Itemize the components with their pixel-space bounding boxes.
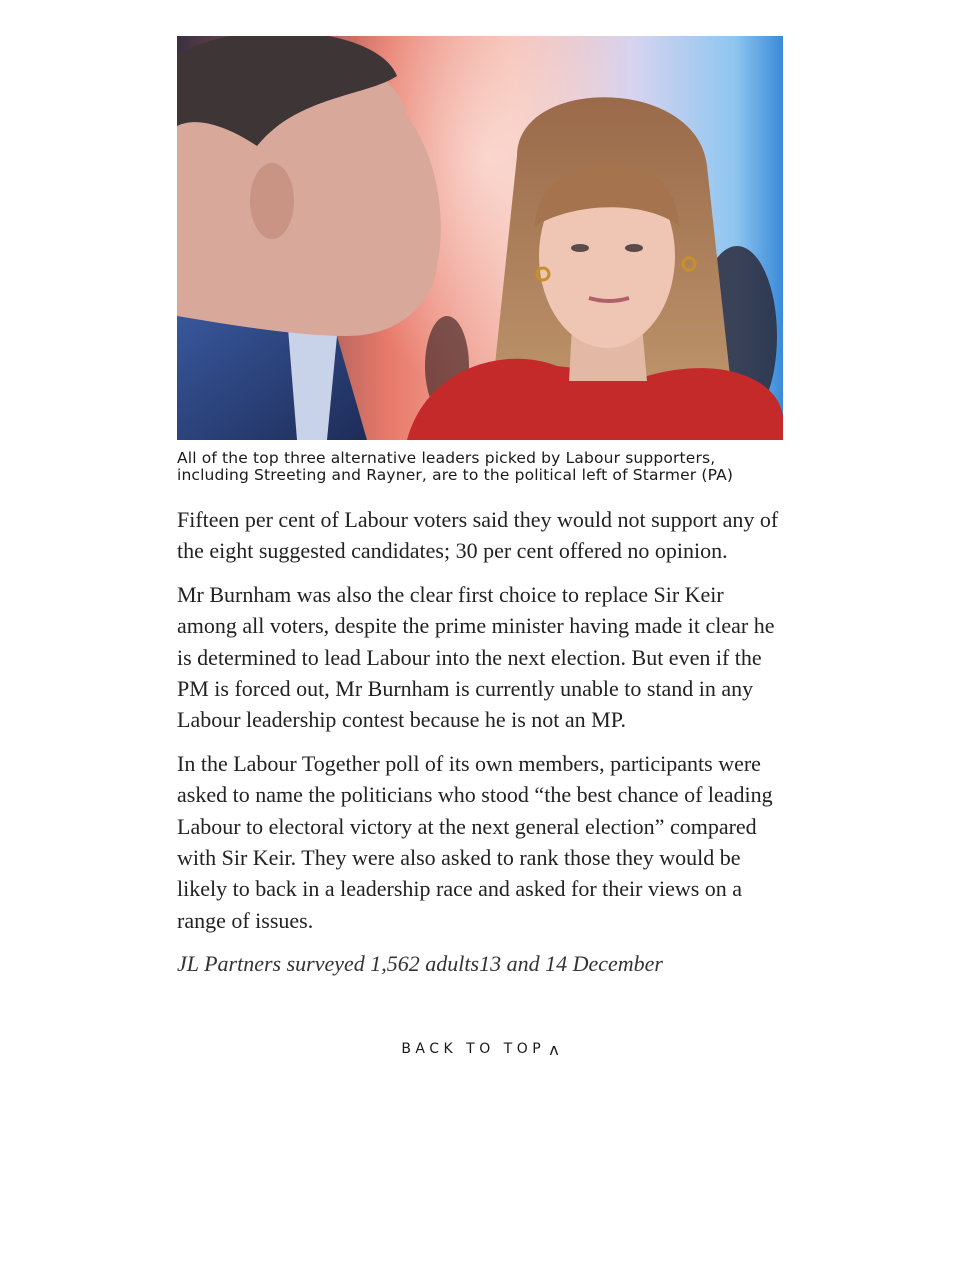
article-text (177, 504, 783, 980)
article-photo (177, 36, 783, 440)
survey-note: JL Partners surveyed 1,562 adults13 and 14 December (177, 951, 663, 977)
paragraph: Fifteen per cent of Labour voters said they would not support any of the eight suggested candidates; 30 per cent offered no opinion. (177, 507, 779, 564)
back-to-top-label: BACK TO TOP (401, 1041, 546, 1057)
paragraph: Mr Burnham was also the clear first choice to replace Sir Keir among all voters, despite the prime minister having made it clear he is determined to lead Labour into the next election. But even if the PM is forced out, Mr Burnham is currently unable to stand in any Labour leadership contest because he is not an MP. (177, 581, 775, 733)
photo-illustration (177, 36, 783, 440)
chevron-up-icon: ʌ (549, 1040, 559, 1059)
article-body (177, 36, 783, 992)
caption-line-1: All of the top three alternative leaders picked by Labour supporters, (177, 449, 716, 467)
photo-caption (177, 450, 783, 484)
paragraph: In the Labour Together poll of its own members, participants were asked to name the politicians who stood “the best chance of leading Labour to electoral victory at the next general election” compared with Sir Keir. They were also asked to rank those they would be likely to back in a leadership race and asked for their views on a range of issues. (177, 750, 773, 933)
back-to-top-link[interactable] (0, 1038, 960, 1057)
caption-line-2: including Streeting and Rayner, are to the political left of Starmer (PA) (177, 466, 734, 484)
